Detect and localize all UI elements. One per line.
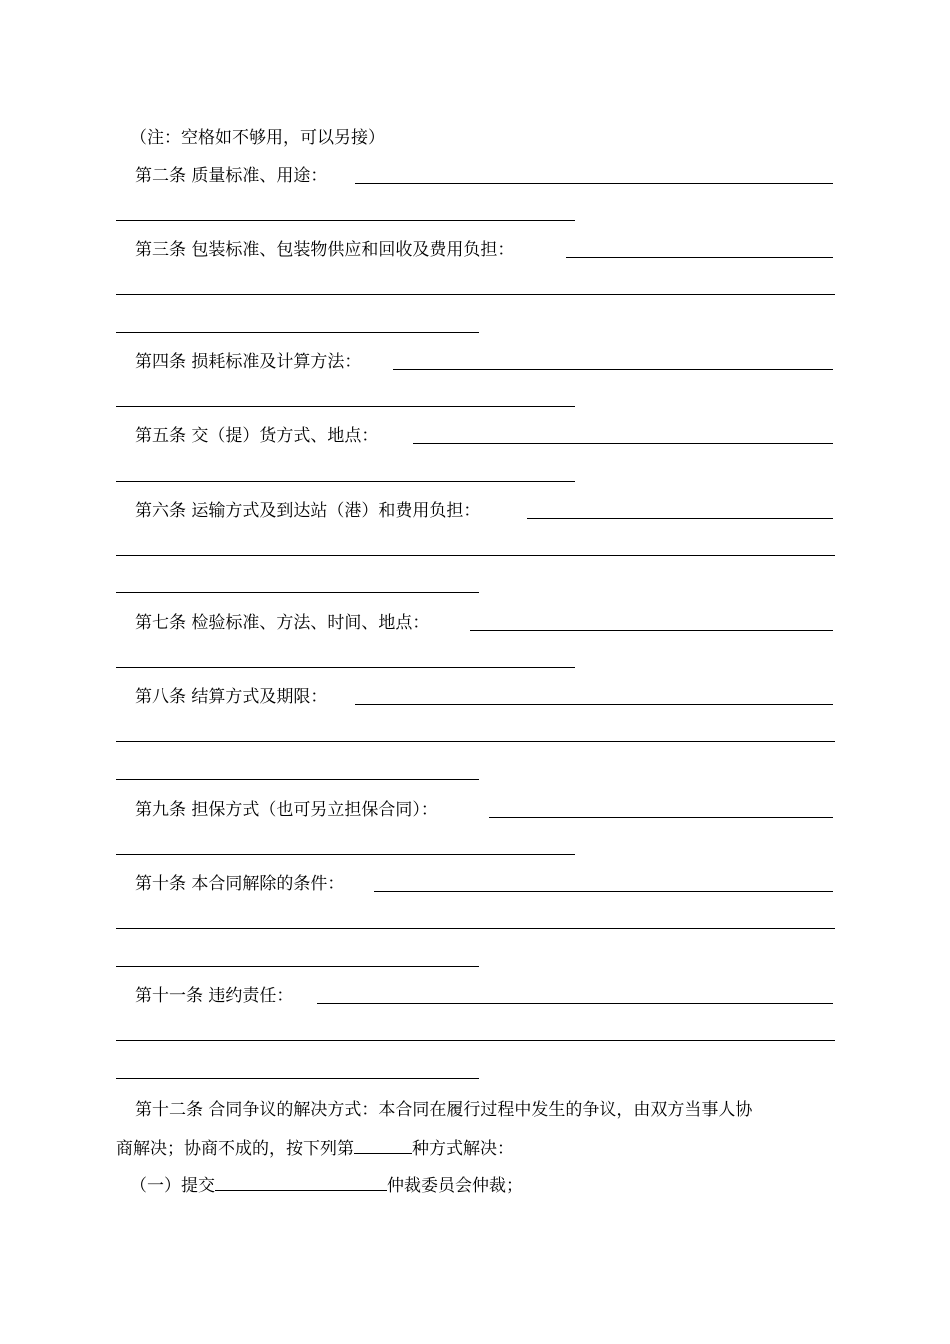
article-2-fill-line (116, 220, 575, 221)
article-6-fill-line (116, 555, 835, 556)
article-6-fill-line (116, 592, 479, 593)
article-2-label: 第二条 质量标准、用途： (135, 166, 328, 186)
article-4-fill-line (116, 406, 575, 407)
article-10-label: 第十条 本合同解除的条件： (135, 874, 345, 894)
article-3-fill-line (116, 294, 835, 295)
article-10-fill-line (374, 891, 833, 892)
article-7-fill-line (470, 630, 833, 631)
article-5-fill-line (413, 443, 833, 444)
article-12-line-2 (116, 1137, 514, 1159)
article-12-option-1 (130, 1174, 523, 1196)
article-8-fill-line (355, 704, 833, 705)
article-7-fill-line (116, 667, 575, 668)
article-2-fill-line (355, 183, 833, 184)
article-4-fill-line (393, 369, 833, 370)
article-7-label: 第七条 检验标准、方法、时间、地点： (135, 613, 430, 633)
option-1-text-before: （一）提交 (130, 1176, 215, 1196)
article-4-label: 第四条 损耗标准及计算方法： (135, 352, 362, 372)
article-5-fill-line (116, 481, 575, 482)
method-number-blank (354, 1137, 412, 1154)
arbitration-committee-blank (215, 1174, 387, 1191)
article-3-label: 第三条 包装标准、包装物供应和回收及费用负担： (135, 240, 515, 260)
article-12-line-2-text-before: 商解决；协商不成的，按下列第 (116, 1139, 354, 1159)
article-6-label: 第六条 运输方式及到达站（港）和费用负担： (135, 501, 481, 521)
article-11-fill-line (116, 1040, 835, 1041)
article-12-line-1: 第十二条 合同争议的解决方式：本合同在履行过程中发生的争议，由双方当事人协 (135, 1100, 753, 1120)
article-9-fill-line (116, 854, 575, 855)
article-9-label: 第九条 担保方式（也可另立担保合同）： (135, 800, 438, 820)
option-1-text-after: 仲裁委员会仲裁； (387, 1176, 523, 1196)
article-11-fill-line (317, 1003, 833, 1004)
article-10-fill-line (116, 966, 479, 967)
article-6-fill-line (527, 518, 833, 519)
article-10-fill-line (116, 928, 835, 929)
article-11-fill-line (116, 1078, 479, 1079)
article-8-fill-line (116, 741, 835, 742)
article-9-fill-line (489, 817, 833, 818)
article-3-fill-line (566, 257, 833, 258)
note-text: （注：空格如不够用，可以另接） (130, 128, 385, 148)
article-5-label: 第五条 交（提）货方式、地点： (135, 426, 379, 446)
article-8-label: 第八条 结算方式及期限： (135, 687, 328, 707)
article-12-line-2-text-after: 种方式解决： (412, 1139, 514, 1159)
article-3-fill-line (116, 332, 479, 333)
article-8-fill-line (116, 779, 479, 780)
article-11-label: 第十一条 违约责任： (135, 986, 294, 1006)
